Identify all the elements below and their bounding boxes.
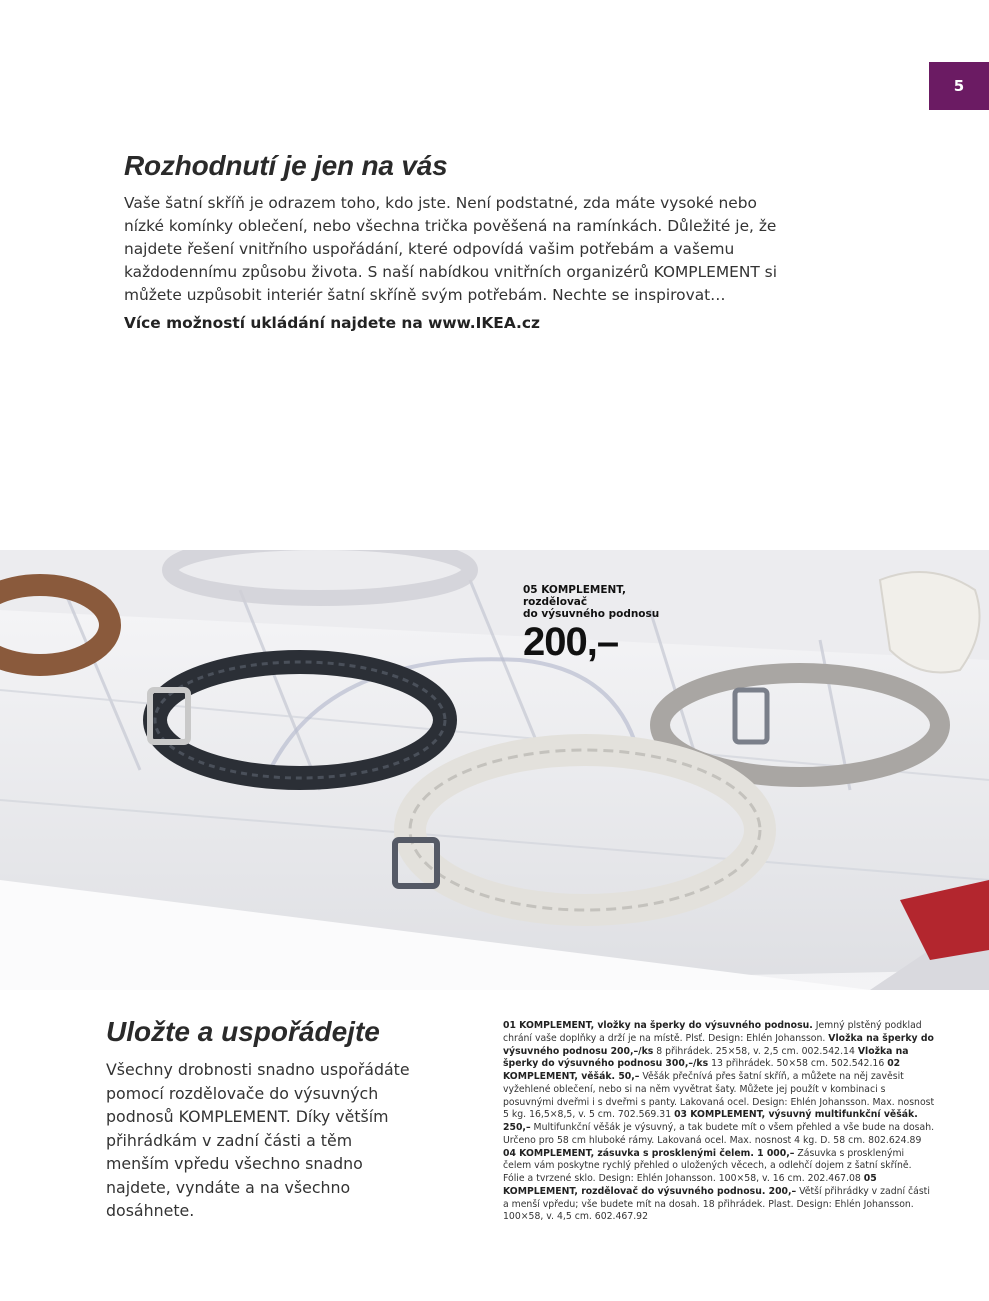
- intro-line: nízké komínky oblečení, nebo všechna trička pověšená na ramínkách. Důležité je, že: [124, 217, 777, 236]
- product-04-head: 04 KOMPLEMENT, zásuvka s prosklenými čelem. 1 000,–: [503, 1147, 795, 1159]
- product-03-text: Multifunkční věšák je výsuvný, a tak budete mít o všem přehled a vše bude na dosah. Určeno pro 58 cm hluboké rámy. Lakovaná ocel. Max. nosnost 4 kg. D. 58 cm. 802.624.89: [503, 1122, 935, 1146]
- section-title-decision: Rozhodnutí je jen na vás: [124, 150, 448, 181]
- body-line: Všechny drobnosti snadno uspořádáte: [106, 1060, 410, 1079]
- body-line: najdete, vyndáte a na všechno: [106, 1177, 351, 1197]
- section-title-organize: Uložte a uspořádejte: [106, 1016, 380, 1047]
- product-05-head: 05 KOMPLEMENT, rozdělovač do výsuvného podnosu. 200,–: [503, 1173, 877, 1197]
- price-tag-line: rozdělovač: [523, 596, 588, 608]
- product-02-head: 02 KOMPLEMENT, věšák. 50,–: [503, 1058, 901, 1082]
- photo-illustration: [0, 550, 989, 990]
- organize-paragraph: [106, 1058, 436, 1223]
- more-storage-link[interactable]: Více možností ukládání najdete na www.IKEA.cz: [124, 314, 540, 332]
- product-01-variant2-text: 13 přihrádek. 50×58 cm. 502.542.16: [708, 1058, 888, 1070]
- price-tag-price: 200,–: [523, 620, 619, 664]
- body-line: menším vpředu všechno snadno: [106, 1154, 363, 1173]
- price-tag-line: 05 KOMPLEMENT,: [523, 584, 626, 596]
- product-01-variant1-head: Vložka na šperky do výsuvného podnosu 200,–/ks: [503, 1032, 934, 1057]
- product-03-head: 03 KOMPLEMENT, výsuvný multifunkční věšák. 250,–: [503, 1109, 918, 1133]
- price-tag-lines: [523, 584, 659, 620]
- page-number-badge: 5: [929, 62, 989, 110]
- intro-line: můžete uzpůsobit interiér šatní skříně svým potřebám. Nechte se inspirovat…: [124, 286, 726, 305]
- intro-line: najdete řešení vnitřního uspořádání, které odpovídá vašim potřebám a vašemu: [124, 240, 735, 259]
- product-02-text: Věšák přečnívá přes šatní skříň, a můžete na něj zavěsit vyžehlené oblečení, nebo si na něm vyvětrat šaty. Můžete jej použít v kombinaci s posuvnými dveřmi i s dveřmi s panty. Lakovaná ocel. Design: Ehlén Johansson. Max. nosnost 5 kg. 16,5×8,5, v. 5 cm. 702.569.31: [503, 1071, 935, 1121]
- body-line: pomocí rozdělovače do výsuvných: [106, 1083, 379, 1103]
- product-04-text: Zásuvka s prosklenými čelem vám poskytne rychlý přehled o uložených věcech, a odlehčí dojem z šatní skříně. Fólie a tvrzené sklo. Design: Ehlén Johansson. 100×58, v. 16 cm. 202.467.08: [503, 1147, 912, 1184]
- product-05-text: Větší přihrádky v zadní části a menší vpředu; vše budete mít na dosah. 18 přihrádek. Plast. Design: Ehlén Johansson. 100×58, v. 4,5 cm. 602.467.92: [503, 1185, 930, 1223]
- body-line: dosáhnete.: [106, 1201, 195, 1220]
- price-tag: [523, 584, 659, 664]
- belts-in-drawer-photo: [0, 550, 989, 990]
- price-tag-line: do výsuvného podnosu: [523, 608, 660, 620]
- product-01-head: 01 KOMPLEMENT, vložky na šperky do výsuvného podnosu.: [503, 1020, 813, 1031]
- product-01-text: Jemný plstěný podklad chrání vaše doplňky a drží je na místě. Plsť. Design: Ehlén Johansson.: [503, 1020, 922, 1044]
- product-01-variant2-head: Vložka na šperky do výsuvného podnosu 300,–/ks: [503, 1045, 909, 1070]
- intro-paragraph: [124, 192, 824, 307]
- body-line: přihrádkám v zadní části a těm: [106, 1130, 353, 1150]
- product-descriptions: [503, 1020, 935, 1224]
- intro-line: Vaše šatní skříň je odrazem toho, kdo jste. Není podstatné, zda máte vysoké nebo: [124, 194, 757, 212]
- intro-line: každodennímu způsobu života. S naší nabídkou vnitřních organizérů KOMPLEMENT si: [124, 263, 777, 282]
- body-line: podnosů KOMPLEMENT. Díky větším: [106, 1107, 389, 1126]
- product-01-variant1-text: 8 přihrádek. 25×58, v. 2,5 cm. 002.542.14: [653, 1045, 858, 1057]
